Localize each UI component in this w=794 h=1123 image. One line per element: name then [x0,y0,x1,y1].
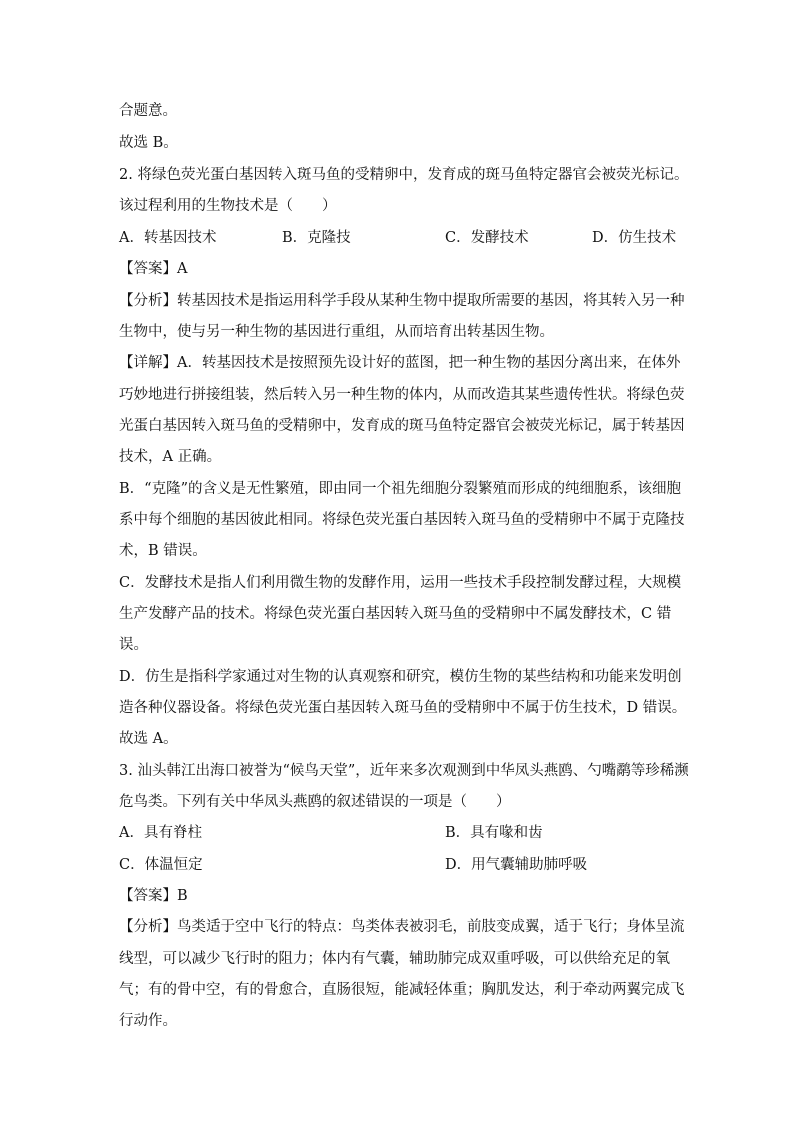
detail-line: 造各种仪器设备。将绿色荧光蛋白基因转入斑马鱼的受精卵中不属于仿生技术，D 错误。 [119,700,687,716]
detail-line: 光蛋白基因转入斑马鱼的受精卵中，发育成的斑马鱼特定器官会被荧光标记，属于转基因 [119,418,685,434]
detail-line: 系中每个细胞的基因彼此相同。将绿色荧光蛋白基因转入斑马鱼的受精卵中不属于克隆技 [119,512,685,528]
detail-line: B．“克隆”的含义是无性繁殖，即由同一个祖先细胞分裂繁殖而形成的纯细胞系，该细胞 [119,481,681,497]
answer-line: 【答案】A [119,261,188,277]
question-2-stem: 该过程利用的生物技术是（ ） [119,198,337,214]
detail-line: 误。 [119,637,148,653]
text-line: 故选 A。 [119,731,178,747]
detail-line: C．发酵技术是指人们利用微生物的发酵作用，运用一些技术手段控制发酵过程，大规模 [119,575,682,591]
text-line: 故选 B。 [119,135,178,151]
question-3-stem: 危鸟类。下列有关中华凤头燕鸥的叙述错误的一项是（ ） [119,794,511,810]
q2-option-a: A．转基因技术 [119,230,217,246]
answer-line: 【答案】B [119,888,188,904]
q3-option-b: B．具有喙和齿 [445,825,543,841]
analysis-line: 气；有的骨中空，有的骨愈合，直肠很短，能减轻体重；胸肌发达，利于牵动两翼完成飞 [119,982,685,998]
text-line: 合题意。 [119,103,177,119]
analysis-line: 线型，可以减少飞行时的阻力；体内有气囊，辅助肺完成双重呼吸，可以供给充足的氧 [119,951,670,967]
q3-option-d: D．用气囊辅助肺呼吸 [445,857,588,873]
q2-option-d: D．仿生技术 [592,230,677,246]
q3-option-a: A．具有脊柱 [119,825,202,841]
q2-option-b: B．克隆技 [282,230,351,246]
q3-option-c: C．体温恒定 [119,857,203,873]
detail-line: 【详解】A．转基因技术是按照预先设计好的蓝图，把一种生物的基因分离出来，在体外 [119,355,681,371]
detail-line: 技术，A 正确。 [119,449,222,465]
analysis-line: 【分析】鸟类适于空中飞行的特点：鸟类体表被羽毛，前肢变成翼，适于飞行；身体呈流 [119,919,685,935]
detail-line: 巧妙地进行拼接组装，然后转入另一种生物的体内，从而改造其某些遗传性状。将绿色荧 [119,387,685,403]
q2-option-c: C．发酵技术 [445,230,529,246]
analysis-line: 生物中，使与另一种生物的基因进行重组，从而培育出转基因生物。 [119,324,554,340]
detail-line: 术，B 错误。 [119,543,207,559]
question-2-stem: 2. 将绿色荧光蛋白基因转入斑马鱼的受精卵中，发育成的斑马鱼特定器官会被荧光标记。 [119,167,689,183]
question-3-stem: 3. 汕头韩江出海口被誉为“候鸟天堂”，近年来多次观测到中华凤头燕鸥、勺嘴鹬等珍稀濒 [119,763,689,779]
detail-line: 生产发酵产品的技术。将绿色荧光蛋白基因转入斑马鱼的受精卵中不属发酵技术，C 错 [119,606,672,622]
analysis-line: 行动作。 [119,1013,177,1029]
detail-line: D．仿生是指科学家通过对生物的认真观察和研究，模仿生物的某些结构和功能来发明创 [119,669,682,685]
analysis-line: 【分析】转基因技术是指运用科学手段从某种生物中提取所需要的基因，将其转入另一种 [119,293,685,309]
